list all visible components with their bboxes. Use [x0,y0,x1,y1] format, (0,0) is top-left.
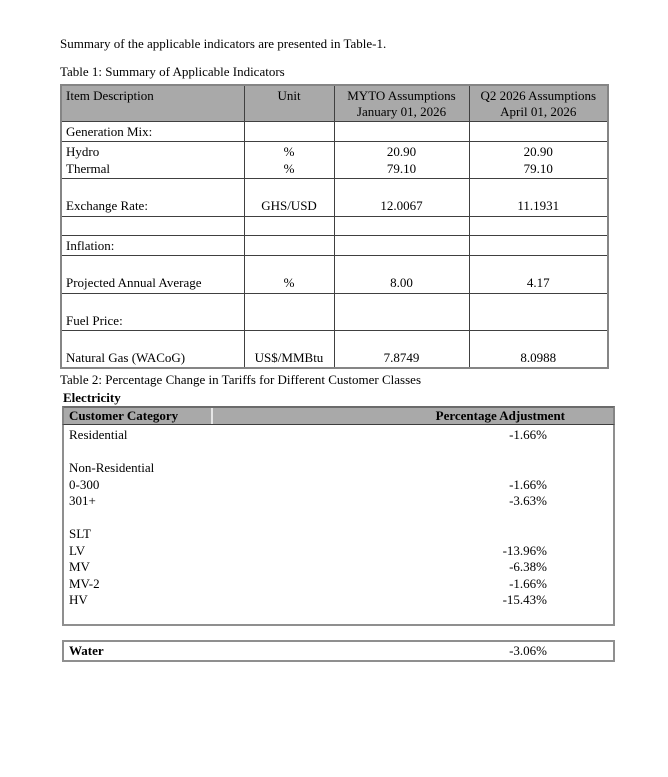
cell-unit: % [244,256,334,294]
customer-category-label: 301+ [69,493,96,508]
row-spacer [64,510,613,527]
col-header-item-description: Item Description [61,85,244,122]
cell-myto-value [334,142,469,179]
percentage-value: -3.63% [509,493,547,508]
table1-header-row [61,85,608,122]
table2-body [62,425,615,626]
row-projected-annual-average [61,256,608,294]
cell-empty [469,217,608,236]
cell-empty [61,217,244,236]
customer-category-label: MV-2 [69,575,100,591]
cell-empty [244,217,334,236]
table2-electricity [62,406,615,626]
cell-label [61,142,244,179]
cell-label: Inflation: [61,236,244,256]
row-hydro-thermal [61,142,608,179]
thermal-label: Thermal [66,161,111,176]
cell-empty [334,236,469,256]
cell-myto-value: 7.8749 [334,331,469,369]
customer-category-label: 0-300 [69,476,100,492]
hydro-unit: % [283,144,295,159]
row-exchange-rate [61,179,608,217]
cell-label: Fuel Price: [61,294,244,331]
col-header-unit: Unit [244,85,334,122]
row-fuel-price [61,294,608,331]
table2-water-row [62,640,615,662]
hydro-myto-value: 20.90 [386,144,417,159]
table2-caption: Table 2: Percentage Change in Tariffs for Different Customer Classes [60,372,421,387]
electricity-section-label: Electricity [63,390,121,405]
cell-label: Exchange Rate: [61,179,244,217]
customer-category-label: LV [69,542,86,558]
cell-empty [469,236,608,256]
percentage-value: -15.43% [502,592,547,607]
cell-unit: US$/MMBtu [244,331,334,369]
row-slt [64,526,613,543]
cell-q2-value [469,142,608,179]
row-spacer [64,444,613,461]
cell-label: Projected Annual Average [61,256,244,294]
col-header-myto-line2: January 01, 2026 [356,104,447,119]
col-header-q2-assumptions [469,85,608,122]
thermal-q2-value: 79.10 [523,161,553,176]
thermal-unit: % [283,161,295,176]
percentage-value: -13.96% [502,542,547,558]
col-header-myto-line1: MYTO Assumptions [347,88,456,103]
cell-empty [469,294,608,331]
percentage-value: -1.66% [509,427,547,442]
cell-label: Generation Mix: [61,122,244,142]
row-lv [64,543,613,560]
customer-category-label: Residential [69,427,128,442]
intro-paragraph: Summary of the applicable indicators are presented in Table-1. [60,36,387,51]
row-non-residential [64,460,613,477]
table1-summary-of-indicators [60,84,609,369]
row-mv-2 [64,576,613,593]
col-header-myto-assumptions [334,85,469,122]
cell-empty [334,217,469,236]
cell-empty [334,294,469,331]
row-generation-mix [61,122,608,142]
hydro-label: Hydro [66,144,100,159]
cell-myto-value: 8.00 [334,256,469,294]
cell-unit: GHS/USD [244,179,334,217]
col-header-q2-line2: April 01, 2026 [500,104,577,119]
row-spacer [61,217,608,236]
table2-header-row [62,406,615,425]
cell-q2-value: 8.0988 [469,331,608,369]
row-hv [64,592,613,609]
col-header-percentage-adjustment: Percentage Adjustment [435,408,565,423]
customer-category-label: SLT [69,526,91,541]
cell-unit [244,142,334,179]
cell-empty [334,122,469,142]
percentage-value: -1.66% [509,476,547,492]
cell-myto-value: 12.0067 [334,179,469,217]
row-0-300 [64,477,613,494]
cell-q2-value: 4.17 [469,256,608,294]
row-spacer [64,609,613,626]
water-label: Water [69,643,104,658]
col-header-q2-line1: Q2 2026 Assumptions [480,88,597,103]
percentage-value: -6.38% [509,559,547,574]
water-percentage-value: -3.06% [509,643,547,658]
row-residential [64,427,613,444]
col-header-customer-category: Customer Category [64,408,213,424]
row-natural-gas [61,331,608,369]
customer-category-label: HV [69,592,88,607]
cell-label: Natural Gas (WACoG) [61,331,244,369]
cell-empty [469,122,608,142]
cell-q2-value: 11.1931 [469,179,608,217]
table1-caption: Table 1: Summary of Applicable Indicators [60,64,285,79]
cell-empty [244,236,334,256]
percentage-value: -1.66% [509,575,547,591]
thermal-myto-value: 79.10 [386,161,417,176]
row-mv [64,559,613,576]
cell-empty [244,122,334,142]
row-301-plus [64,493,613,510]
customer-category-label: Non-Residential [69,460,155,475]
customer-category-label: MV [69,559,90,574]
hydro-q2-value: 20.90 [523,144,553,159]
cell-empty [244,294,334,331]
row-inflation [61,236,608,256]
